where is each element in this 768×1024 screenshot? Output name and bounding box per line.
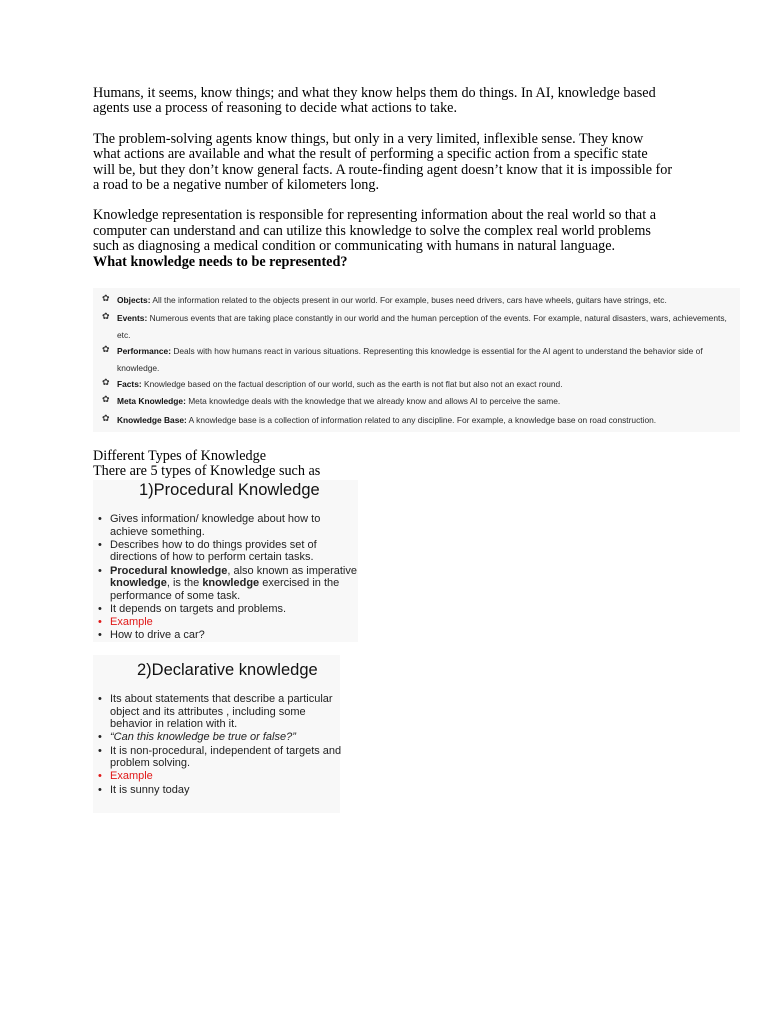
list-item: • It is non-procedural, independent of targets and problem solving.	[98, 744, 342, 770]
document-body	[93, 86, 673, 270]
types-intro: There are 5 types of Knowledge such as	[93, 463, 321, 480]
list-item: • Example	[98, 616, 153, 629]
paragraph-problem-solving: The problem-solving agents know things, but only in a very limited, inflexible sense. They know what actions are available and what the result of performing a specific action from a specific state will be, but they don’t know general facts. A route-finding agent doesn’t know that it is impossible for a road to be a negative number of kilometers long.	[93, 130, 673, 194]
list-item: • Gives information/ knowledge about how to achieve something.	[98, 513, 321, 538]
list-item: ✿ Performance: Deals with how humans react in various situations. Representing this knowledge is essential for the AI agent to understand the behavior side of knowledge.	[102, 344, 703, 373]
types-section	[93, 449, 320, 480]
list-item: • Describes how to do things provides set of directions of how to perform certain tasks.	[98, 538, 317, 564]
knowledge-list-image	[93, 288, 740, 432]
list-item: • How to drive a car?	[98, 629, 205, 642]
gear-icon: ✿	[102, 344, 110, 354]
gear-icon: ✿	[102, 413, 110, 423]
list-item: • Example	[98, 770, 153, 783]
list-item: ✿ Facts: Knowledge based on the factual description of our world, such as the earth is not flat but also not an exact round.	[102, 377, 563, 389]
slide-title: 2)Declarative knowledge	[137, 661, 318, 679]
question-heading: What knowledge needs to be represented?	[93, 253, 348, 270]
list-item: • “Can this knowledge be true or false?”	[98, 731, 296, 744]
gear-icon: ✿	[102, 311, 110, 321]
list-item: ✿ Knowledge Base: A knowledge base is a collection of information related to any discipline. For example, a knowledge base on road construction.	[102, 413, 657, 425]
paragraph-intro: Humans, it seems, know things; and what they know helps them do things. In AI, knowledge based agents use a process of reasoning to decide what actions to take.	[93, 85, 656, 117]
list-item: • It is sunny today	[98, 783, 190, 796]
list-item: • Its about statements that describe a particular object and its attributes , including some behavior in relation with it.	[98, 693, 333, 731]
list-item: • Procedural knowledge, also known as imperative knowledge, is the knowledge exercised in the performance of some task.	[98, 564, 357, 602]
procedural-knowledge-slide	[93, 480, 358, 642]
declarative-knowledge-slide	[93, 655, 340, 813]
list-item: • It depends on targets and problems.	[98, 602, 287, 615]
list-item: ✿ Objects: All the information related to the objects present in our world. For example, buses need drivers, cars have wheels, guitars have strings, etc.	[102, 293, 667, 305]
types-heading: Different Types of Knowledge	[93, 448, 267, 464]
gear-icon: ✿	[102, 394, 110, 404]
list-item: ✿ Events: Numerous events that are taking place constantly in our world and the human perception of the events. For example, natural disasters, wars, achievements, etc.	[102, 311, 727, 340]
paragraph-knowledge-representation: Knowledge representation is responsible for representing information about the real world so that a computer can understand and can utilize this knowledge to solve the complex real world problems such as diagnosing a medical condition or communicating with humans in natural language.	[93, 207, 656, 255]
gear-icon: ✿	[102, 377, 110, 387]
list-item: ✿ Meta Knowledge: Meta knowledge deals with the knowledge that we already know and allows AI to perceive the same.	[102, 394, 561, 406]
slide-title: 1)Procedural Knowledge	[139, 481, 320, 499]
gear-icon: ✿	[102, 293, 110, 303]
